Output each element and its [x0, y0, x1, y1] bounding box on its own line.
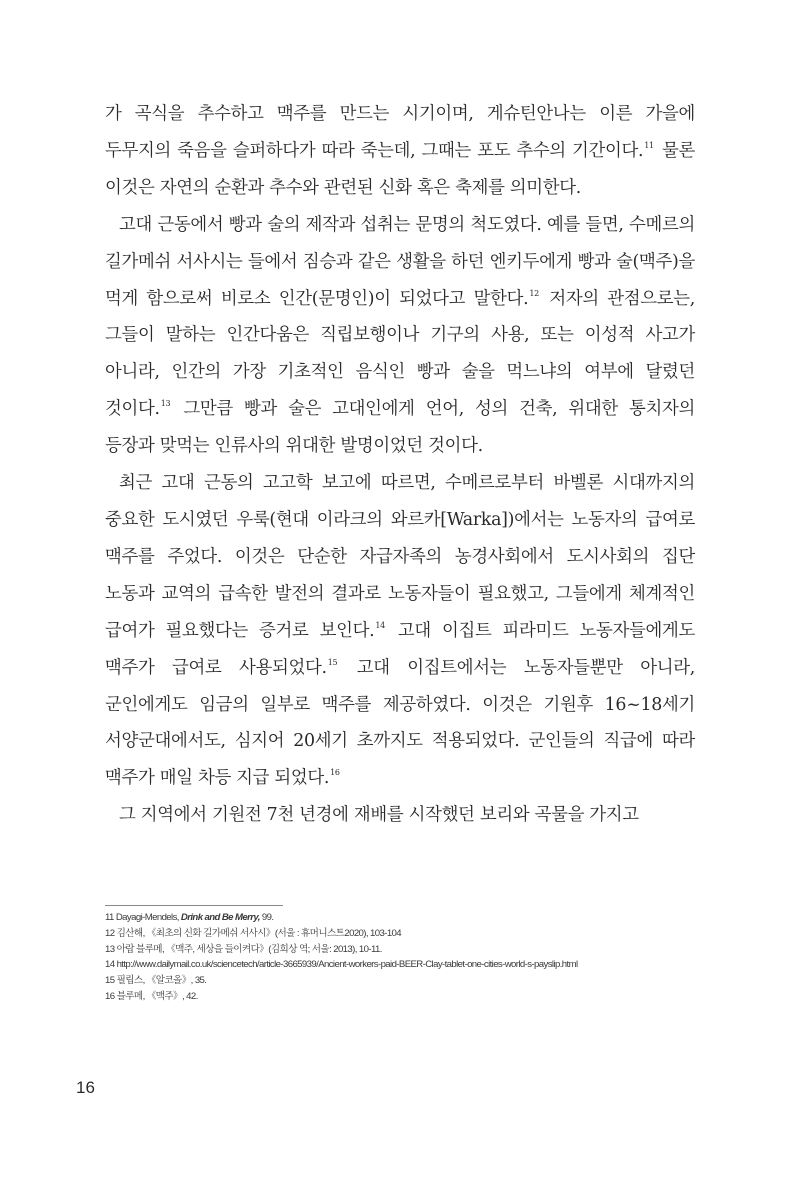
footnote-reference: 13 — [160, 399, 171, 409]
footnote-reference: 16 — [330, 768, 340, 778]
footnote — [105, 926, 705, 942]
paragraph-text: 고대 근동에서 빵과 술의 제작과 섭취는 문명의 척도였다. 예를 들면, 수메르의 길가메쉬 서사시는 들에서 짐승과 같은 생활을 하던 엔키두에게 빵과 술(맥주)을 먹게 함으로써 비로소 인간(문명인)이 되었다고 말한다. — [105, 214, 695, 309]
footnotes — [105, 910, 705, 1005]
paragraph — [105, 96, 695, 207]
footnote-reference: 12 — [529, 288, 539, 298]
body-text — [105, 96, 695, 834]
paragraph-text: 저자의 관점으로는, 그들이 말하는 인간다움은 직립보행이나 기구의 사용, 또는 이성적 사고가 아니라, 인간의 가장 기초적인 음식인 빵과 술을 먹느냐의 여부에 달렸던 것이다. — [105, 288, 695, 420]
footnote-number: 14 — [105, 959, 115, 971]
footnote-title: Drink and Be Merry, — [180, 912, 260, 923]
footnote — [105, 989, 705, 1005]
paragraph-text: 고대 이집트에서는 노동자들뿐만 아니라, 군인에게도 임금의 일부로 맥주를 제공하였다. 이것은 기원후 16~18세기 서양군대에서도, 심지어 20세기 초까지도 적용되었다. 군인들의 직급에 따라 맥주가 매일 차등 지급 되었다. — [105, 657, 695, 789]
paragraph — [105, 797, 695, 834]
page-number: 16 — [76, 1078, 95, 1097]
footnote-text: http://www.dailymail.co.uk/sciencetech/article-3665939/Ancient-workers-paid-BEER-Clay-tablet-one-cities-world-s-payslip.html — [116, 959, 578, 971]
footnote-text: 블루메, 《맥주》, 42. — [116, 990, 198, 1002]
footnote-text: Dayagi-Mendels, — [115, 912, 181, 923]
paragraph-text: 그만큼 빵과 술은 고대인에게 언어, 성의 건축, 위대한 통치자의 등장과 맞먹는 인류사의 위대한 발명이었던 것이다. — [105, 399, 695, 457]
paragraph-text: 고대 이집트 피라미드 노동자들에게도 맥주가 급여로 사용되었다. — [105, 620, 696, 678]
footnote-number: 12 — [105, 927, 115, 939]
footnote-text: 아랍 블루메, 《맥주, 세상을 들이켜다》(김희상 역; 서울: 2013), 10-11. — [116, 943, 382, 955]
footnote-reference: 14 — [375, 620, 385, 630]
footnote-text: 김산해, 《최초의 신화 길가메쉬 서사시》(서울 : 휴머니스트2020), 103-104 — [116, 927, 402, 939]
footnote-text: 필립스, 《알코올》, 35. — [116, 975, 207, 987]
footnote-number: 11 — [105, 912, 114, 923]
footnote-number: 15 — [105, 975, 115, 987]
paragraph — [105, 465, 695, 797]
footnote-text-after: 99. — [259, 912, 274, 923]
footnote-number: 16 — [105, 990, 115, 1002]
paragraph-text: 최근 고대 근동의 고고학 보고에 따르면, 수메르로부터 바벨론 시대까지의 중요한 도시였던 우룩(현대 이라크의 와르카[Warka])에서는 노동자의 급여로 맥주를 주었다. 이것은 단순한 자급자족의 농경사회에서 도시사회의 집단 노동과 교역의 급속한 발전의 결과로 노동자들이 필요했고, 그들에게 체계적인 급여가 필요했다는 증거로 보인다. — [105, 473, 695, 641]
footnote-reference: 15 — [327, 657, 338, 667]
footnote — [105, 942, 705, 958]
paragraph-text: 가 곡식을 추수하고 맥주를 만드는 시기이며, 게슈틴안나는 이른 가을에 두무지의 죽음을 슬퍼하다가 따라 죽는데, 그때는 포도 추수의 기간이다. — [105, 104, 695, 161]
paragraph — [105, 207, 695, 465]
footnote-divider — [105, 905, 283, 906]
footnote-number: 13 — [105, 943, 115, 955]
footnote — [105, 973, 705, 989]
paragraph-text: 그 지역에서 기원전 7천 년경에 재배를 시작했던 보리와 곡물을 가지고 — [119, 805, 639, 826]
footnote — [105, 910, 705, 926]
paragraph-text: 물론 이것은 자연의 순환과 추수와 관련된 신화 혹은 축제를 의미한다. — [105, 140, 696, 198]
footnote-reference: 11 — [644, 140, 654, 150]
footnote — [105, 957, 705, 973]
